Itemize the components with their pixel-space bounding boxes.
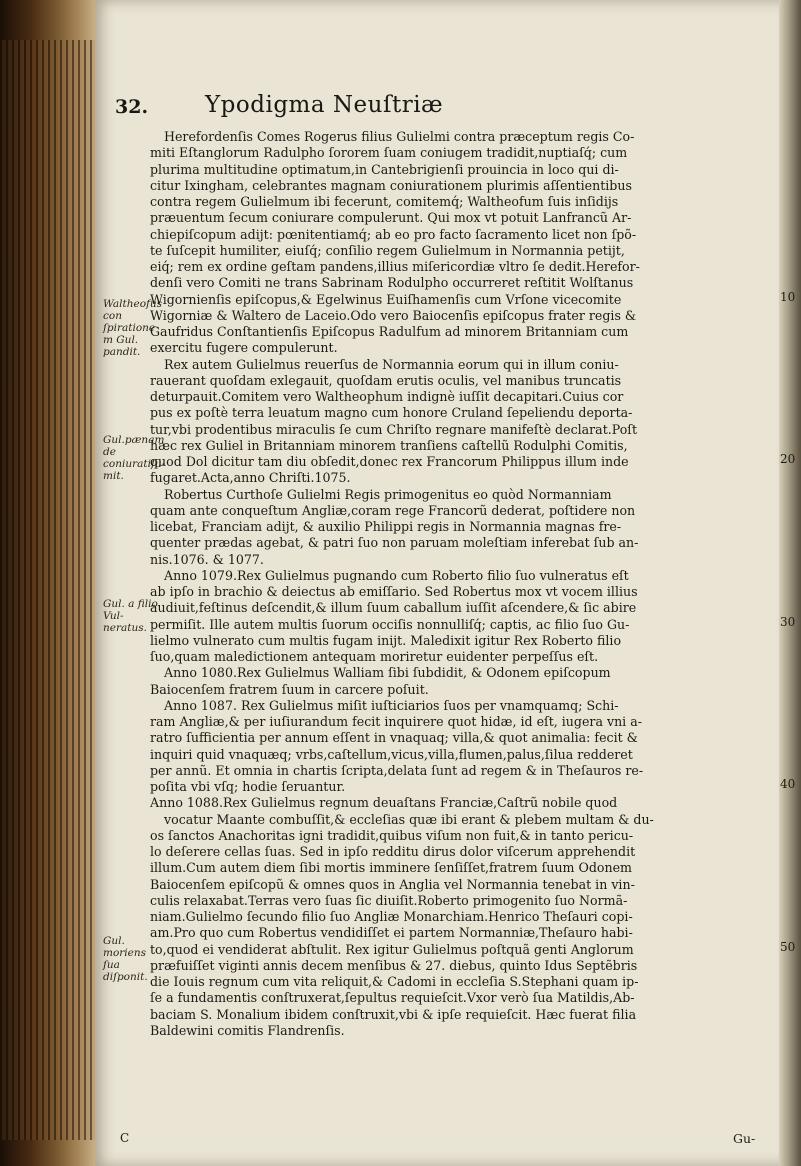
text-line: præfuiſſet viginti annis decem menſibus & 27. diebus, quinto Idus Septẽbris	[150, 957, 638, 973]
running-title: Ypodigma Neuſtriæ	[205, 92, 444, 118]
text-line: Herefordenſis Comes Rogerus filius Gulielmi contra præceptum regis Co-	[164, 129, 635, 144]
text-line: Wigornienſis epiſcopus,& Egelwinus Euiſhamenſis cum Vrſone vicecomite	[150, 291, 622, 307]
text-line: per annũ. Et omnia in chartis ſcripta,delata ſunt ad regem & in Theſauros re-	[150, 762, 644, 778]
margin-note-2: Gul.pænam de coniuratiſu- mit.	[103, 434, 166, 482]
text-line: rauerant quoſdam exlegauit, quoſdam erutis oculis, vel manibus truncatis	[150, 372, 622, 388]
text-line: licebat, Franciam adijt, & auxilio Philippi regis in Normannia magnas fre-	[150, 519, 622, 534]
text-line: miti Eſtanglorum Radulpho ſororem ſuam coniugem tradidit,nuptiaſq́; cum	[150, 145, 628, 161]
text-line: Baldewini comitis Flandrenſis.	[150, 1022, 345, 1038]
text-line: quod Dol dicitur tam diu obſedit,donec rex Francorum Philippus illum inde	[150, 454, 629, 469]
text-line: tur,vbi prodentibus miraculis ſe cum Chriſto regnare manifeſtè declarat.Poſt	[150, 421, 638, 437]
text-line: vocatur Maante combuſſit,& eccleſias quæ ibi erant & plebem multam & du-	[164, 811, 654, 827]
text-line: quenter prædas agebat, & patri ſuo non paruam moleſtiam inferebat ſub an-	[150, 535, 639, 551]
text-line: baciam S. Monalium ibidem conſtruxit,vbi & ipſe requieſcit. Hæc fuerat filia	[150, 1006, 637, 1022]
text-line: contra regem Gulielmum ibi fecerunt, comitemq́; Waltheofum ſuis inſidijs	[150, 194, 619, 209]
text-line: os ſanctos Anachoritas igni tradidit,quibus viſum non fuit,& in tanto pericu-	[150, 827, 634, 843]
text-line: audiuit,feſtinus deſcendit,& illum ſuum caballum iuſſit aſcendere,& ſic abire	[150, 600, 637, 616]
text-line: Rex autem Gulielmus reuerſus de Normannia eorum qui in illum coniu-	[164, 356, 619, 372]
text-line: ratro ſufficientia per annum eſſent in vnaquaq; villa,& quot animalia: fecit &	[150, 730, 638, 746]
text-line: chiepiſcopum adijt: pœnitentiamq́; ab eo pro facto ſacramento licet non ſpõ-	[150, 226, 637, 242]
line-number: 50	[780, 940, 796, 954]
text-line: illum.Cum autem diem ſibi mortis imminere ſenſiſſet,fratrem ſuum Odonem	[150, 860, 632, 876]
page-edges	[0, 40, 95, 1140]
text-line: die Iouis regnum cum vita reliquit,& Cadomi in eccleſia S.Stephani quam ip-	[150, 974, 639, 989]
text-line: Gaufridus Conſtantienſis Epiſcopus Radulfum ad minorem Britanniam cum	[150, 324, 629, 339]
text-line: exercitu fugere compulerunt.	[150, 340, 338, 356]
text-line: inquiri quid vnaquæq; vrbs,caſtellum,vicus,villa,flumen,palus,ſilua redderet	[150, 746, 633, 762]
text-line: Robertus Curthoſe Gulielmi Regis primogenitus eo quòd Normanniam	[164, 486, 612, 502]
text-line: Anno 1079.Rex Gulielmus pugnando cum Roberto filio ſuo vulneratus eſt	[164, 567, 629, 583]
text-line: eiq́; rem ex ordine geſtam pandens,illius miſericordiæ vltro ſe dedit.Herefor-	[150, 259, 640, 274]
catchword: Gu-	[733, 1131, 756, 1146]
text-line: am.Pro quo cum Robertus vendidiſſet ei partem Normanniæ,Theſauro habi-	[150, 925, 633, 941]
text-line: ab ipſo in brachio & deiectus ab emiſſario. Sed Robertus mox vt vocem illius	[150, 584, 638, 599]
text-line: to,quod ei vendiderat abſtulit. Rex igitur Gulielmus poſtquã genti Anglorum	[150, 941, 634, 957]
text-line: quam ante conqueſtum Angliæ,coram rege Francorũ dederat, poſtidere non	[150, 502, 636, 518]
text-line: poſita vbi vſq; hodie ſeruantur.	[150, 779, 346, 794]
text-line: te ſuſcepit humiliter, eiuſq́; conſilio regem Gulielmum in Normannia petijt,	[150, 242, 625, 258]
text-line: Anno 1088.Rex Gulielmus regnum deuaſtans Franciæ,Caſtrũ nobile quod	[150, 795, 618, 811]
text-line: niam.Gulielmo ſecundo filio ſuo Angliæ Monarchiam.Henrico Theſauri copi-	[150, 909, 633, 924]
text-line: nis.1076. & 1077.	[150, 551, 264, 567]
page-number: 32.	[115, 96, 149, 118]
text-line: Wigorniæ & Waltero de Laceio.Odo vero Baiocenſis epiſcopus frater regis &	[150, 307, 637, 323]
text-line: pus ex poſtè terra leuatum magno cum honore Cruland ſepeliendu deporta-	[150, 405, 633, 421]
text-line: citur Ixingham, celebrantes magnam coniurationem plurimis aſſentientibus	[150, 177, 632, 193]
text-line: permiſit. Ille autem multis ſuorum occiſis nonnulliſq́; captis, ac filio ſuo Gu-	[150, 616, 630, 632]
text-line: ſuo,quam maledictionem antequam moriretur euidenter perpeſſus eſt.	[150, 649, 599, 664]
text-line: lo deſerere cellas ſuas. Sed in ipſo redditu dirus dolor viſcerum apprehendit	[150, 844, 636, 859]
signature-mark: C	[120, 1131, 130, 1145]
body-text	[150, 129, 750, 1039]
text-line: hæc rex Guliel in Britanniam minorem tranſiens caſtellũ Rodulphi Comitis,	[150, 437, 628, 453]
text-line: Baiocenſem fratrem ſuum in carcere poſuit.	[150, 681, 429, 697]
margin-note-3: Gul. a filio Vul- neratus.	[103, 598, 158, 634]
text-line: Anno 1080.Rex Gulielmus Walliam ſibi ſubdidit, & Odonem epiſcopum	[164, 665, 611, 681]
right-page-edge	[779, 0, 801, 1166]
text-line: Anno 1087. Rex Gulielmus miſit iuſticiarios ſuos per vnamquamq; Schi-	[164, 697, 619, 713]
text-line: plurima multitudine optimatum,in Cantebrigienſi prouincia in loco qui di-	[150, 161, 619, 177]
text-line: præuentum ſecum coniurare compulerunt. Qui mox vt potuit Lanfrancũ Ar-	[150, 210, 632, 226]
line-number: 30	[780, 615, 796, 629]
text-line: ſe a fundamentis conſtruxerat,ſepultus requieſcit.Vxor verò ſua Matildis,Ab-	[150, 990, 635, 1006]
text-line: deturpauit.Comitem vero Waltheophum indignè iuſſit decapitari.Cuius cor	[150, 389, 624, 404]
text-line: lielmo vulnerato cum multis fugam inijt. Maledixit igitur Rex Roberto filio	[150, 632, 622, 648]
text-line: Baiocenſem epiſcopũ & omnes quos in Anglia vel Normannia tenebat in vin-	[150, 876, 635, 892]
margin-note-4: Gul. moriens ſua diſponit.	[103, 935, 148, 983]
text-line: denſi vero Comiti ne trans Sabrinam Rodulpho occurreret reſtitit Wolſtanus	[150, 275, 634, 291]
text-line: culis relaxabat.Terras vero ſuas ſic diuiſit.Roberto primogenito ſuo Normã-	[150, 892, 628, 908]
margin-note-1: Waltheofus con ſpiratione m Gul. pandit.	[103, 298, 163, 358]
text-line: ram Angliæ,& per iuſiurandum fecit inquirere quot hidæ, id eſt, iugera vni a-	[150, 714, 642, 729]
line-number: 40	[780, 777, 796, 791]
line-number: 20	[780, 452, 796, 466]
text-line: fugaret.Acta,anno Chriſti.1075.	[150, 470, 351, 486]
line-number: 10	[780, 290, 796, 304]
